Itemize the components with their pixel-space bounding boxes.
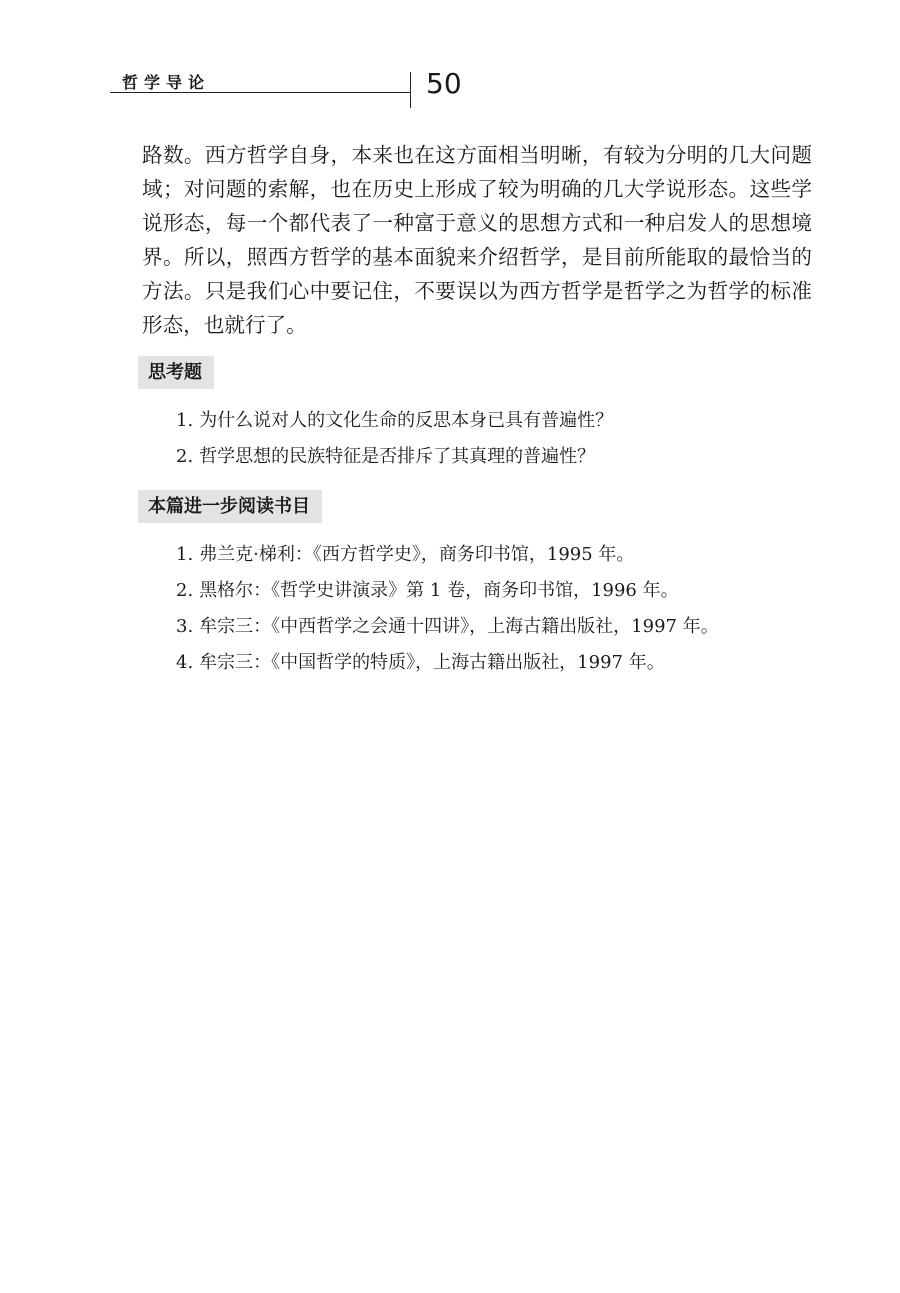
- list-item: [176, 609, 719, 645]
- body-paragraph-block: [142, 138, 812, 342]
- list-item: [176, 403, 613, 439]
- header-divider: [410, 72, 411, 108]
- list-item: [176, 645, 719, 681]
- list-item-number: 1.: [176, 544, 194, 565]
- list-item-number: 2.: [176, 446, 194, 467]
- header-rule: [110, 92, 410, 93]
- list-item-text: 黑格尔：《哲学史讲演录》第 1 卷，商务印书馆，1996 年。: [199, 580, 679, 601]
- body-paragraph: 路数。西方哲学自身，本来也在这方面相当明晰，有较为分明的几大问题域；对问题的索解，也在历史上形成了较为明确的几大学说形态。这些学说形态，每一个都代表了一种富于意义的思想方式和一种启发人的思想境界。所以，照西方哲学的基本面貌来介绍哲学，是目前所能取的最恰当的方法。只是我们心中要记住，不要误以为西方哲学是哲学之为哲学的标准形态，也就行了。: [142, 143, 812, 337]
- book-title: 哲学导论: [122, 73, 211, 92]
- list-item-number: 4.: [176, 652, 194, 673]
- list-item-text: 哲学思想的民族特征是否排斥了其真理的普遍性？: [199, 446, 596, 467]
- list-item-number: 2.: [176, 580, 194, 601]
- list-item: [176, 439, 613, 475]
- list-item: [176, 573, 719, 609]
- list-item-text: 牟宗三：《中国哲学的特质》，上海古籍出版社，1997 年。: [199, 652, 665, 673]
- further-reading-heading: 本篇进一步阅读书目: [138, 490, 322, 523]
- questions-list: [176, 403, 613, 475]
- list-item-text: 牟宗三：《中西哲学之会通十四讲》，上海古籍出版社，1997 年。: [199, 616, 719, 637]
- list-item: [176, 537, 719, 573]
- running-header: [110, 60, 470, 110]
- page-number: 50: [426, 67, 462, 100]
- list-item-text: 弗兰克·梯利：《西方哲学史》，商务印书馆，1995 年。: [199, 544, 635, 565]
- list-item-number: 3.: [176, 616, 194, 637]
- questions-heading: 思考题: [138, 356, 214, 389]
- further-reading-list: [176, 537, 719, 681]
- list-item-number: 1.: [176, 410, 194, 431]
- list-item-text: 为什么说对人的文化生命的反思本身已具有普遍性？: [199, 410, 614, 431]
